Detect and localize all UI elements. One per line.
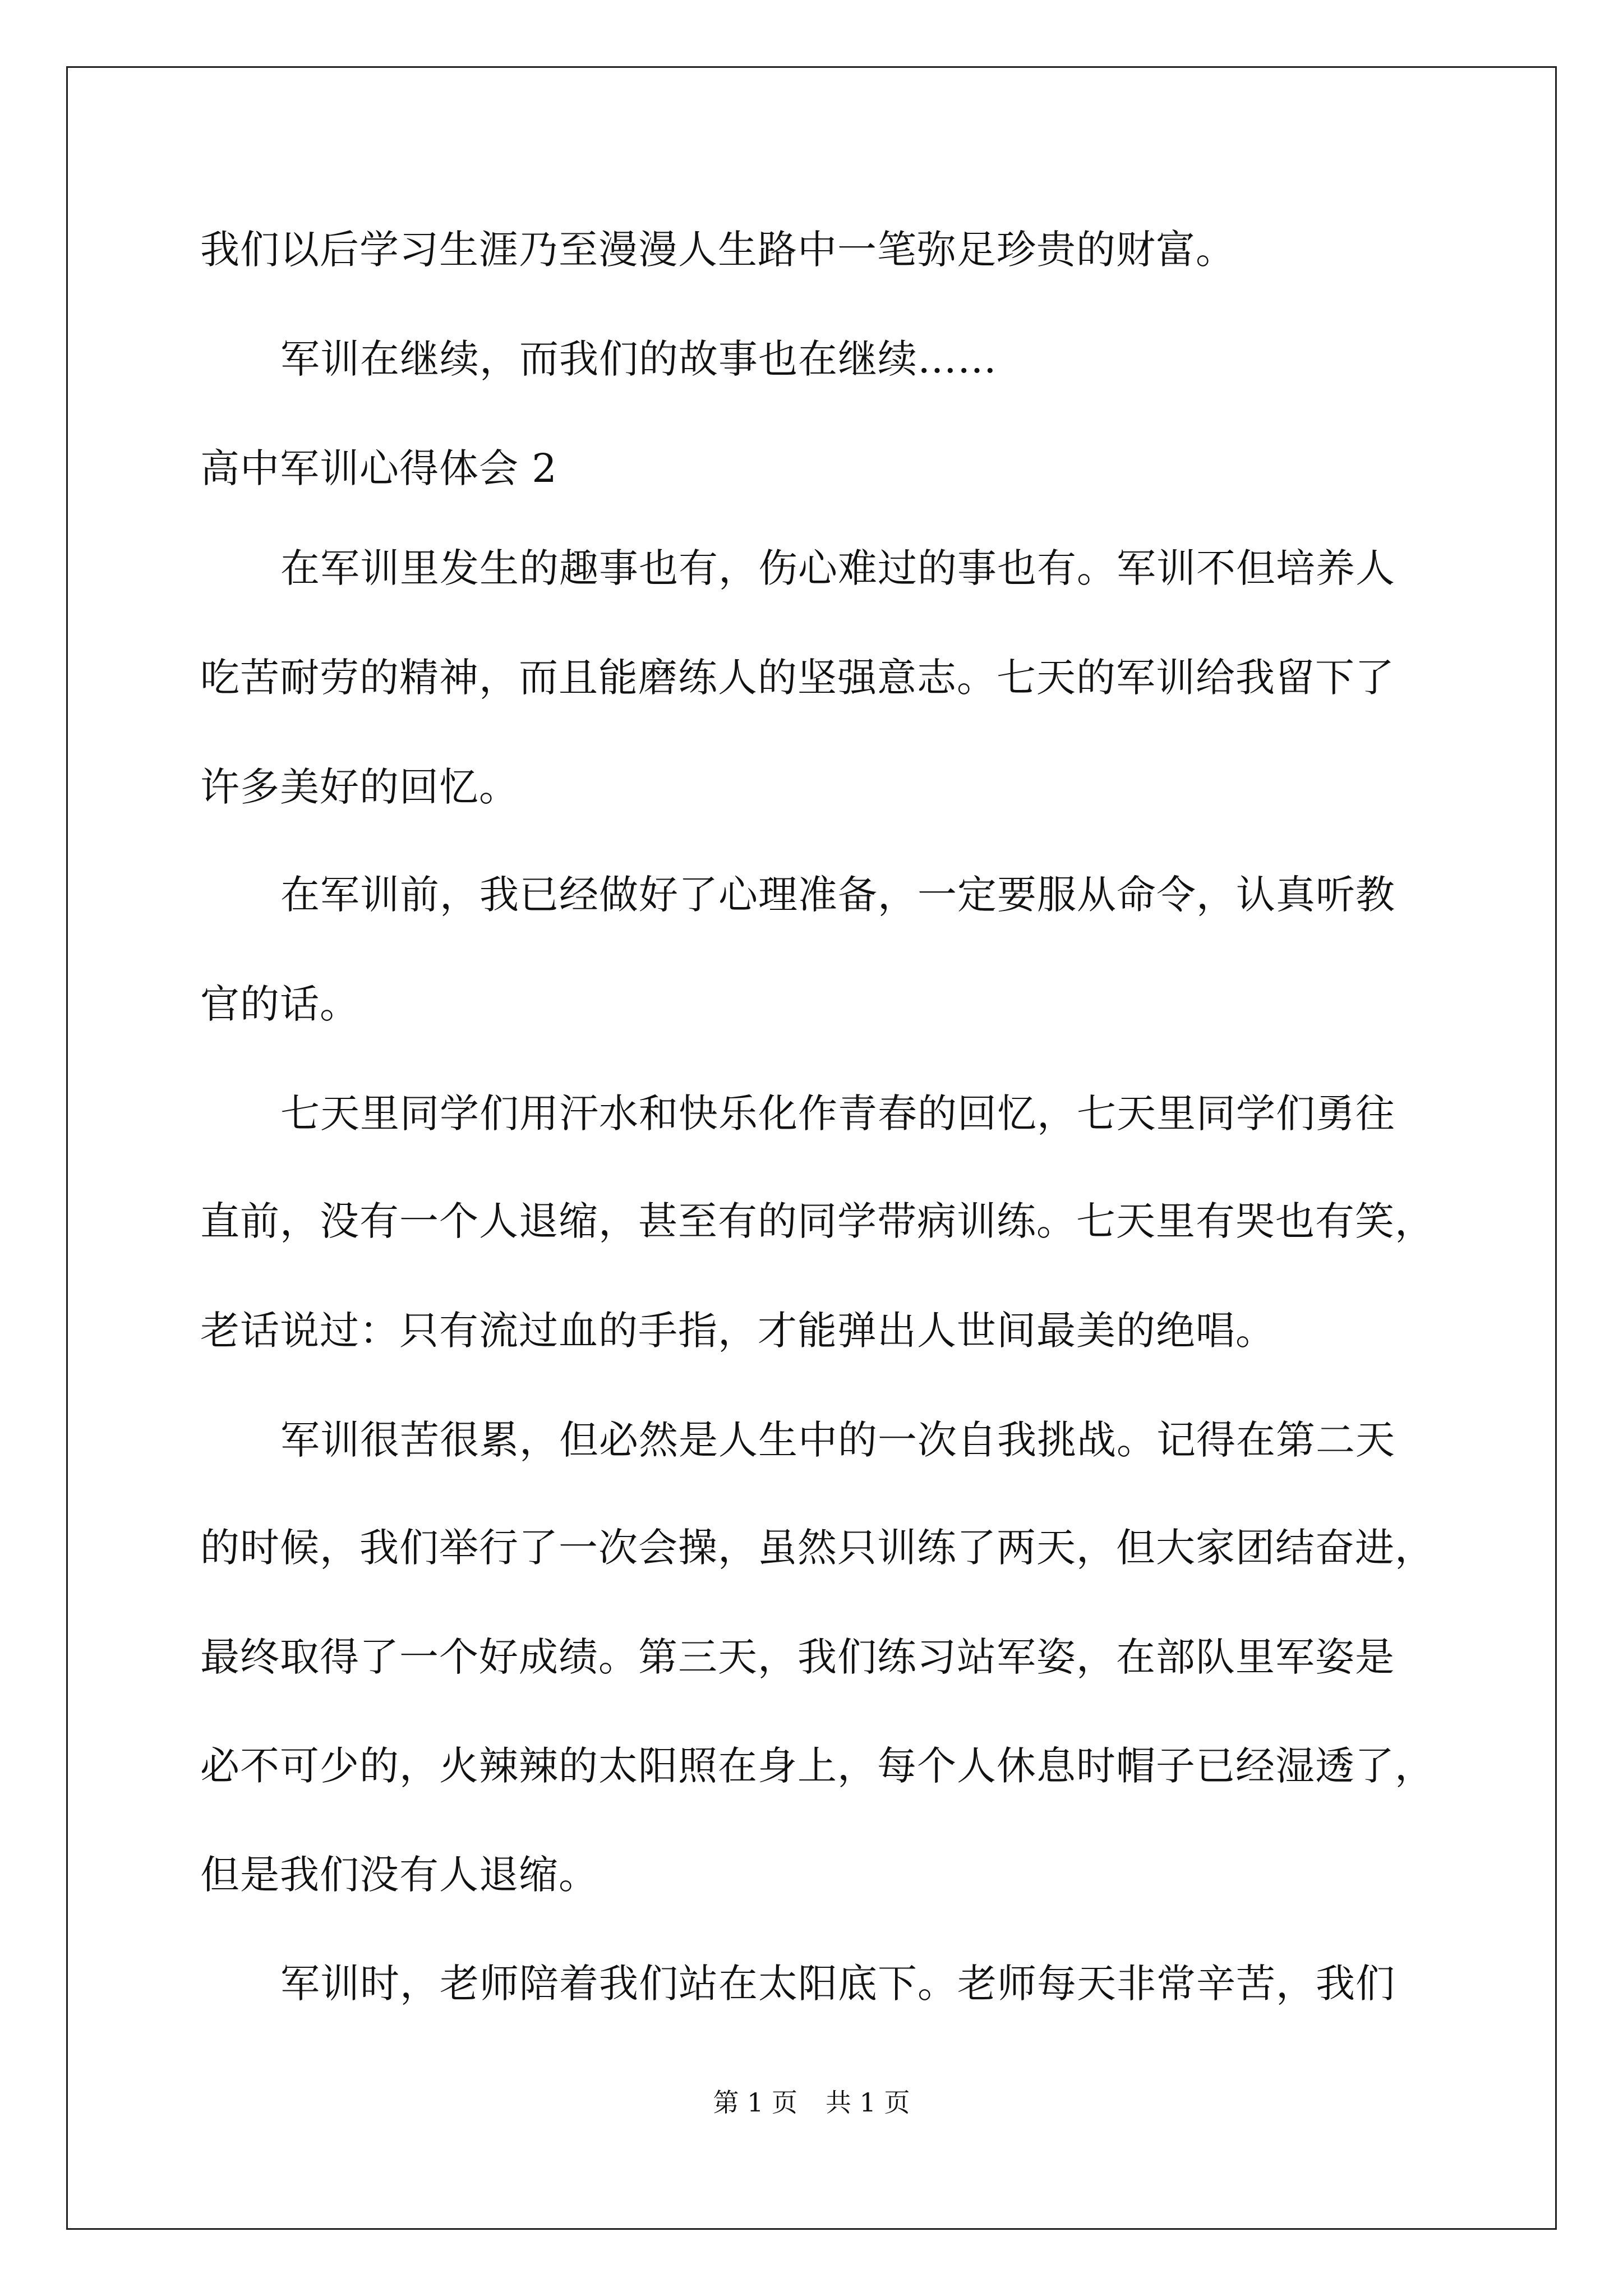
paragraph-line: 的时候，我们举行了一次会操，虽然只训练了两天，但大家团结奋进， [200,1525,1435,1571]
paragraph-line: 在军训前，我已经做好了心理准备，一定要服从命令，认真听教 [280,872,1395,918]
page-footer [0,2086,1623,2119]
paragraph-line: 老话说过：只有流过血的手指，才能弹出人世间最美的绝唱。 [200,1308,1275,1354]
section-heading: 高中军训心得体会 2 [200,445,557,491]
paragraph-line: 许多美好的回忆。 [200,764,519,810]
paragraph-line: 吃苦耐劳的精神，而且能磨练人的坚强意志。七天的军训给我留下了 [200,655,1395,701]
page-number-total: 共 1 页 [826,2087,910,2118]
paragraph-line: 直前，没有一个人退缩，甚至有的同学带病训练。七天里有哭也有笑， [200,1198,1435,1244]
paragraph-line: 军训时，老师陪着我们站在太阳底下。老师每天非常辛苦，我们 [280,1961,1395,2007]
paragraph-line: 我们以后学习生涯乃至漫漫人生路中一笔弥足珍贵的财富。 [200,227,1235,273]
paragraph-line: 最终取得了一个好成绩。第三天，我们练习站军姿，在部队里军姿是 [200,1634,1395,1680]
paragraph-line: 军训很苦很累，但必然是人生中的一次自我挑战。记得在第二天 [280,1417,1395,1463]
paragraph-line: 官的话。 [200,981,359,1027]
paragraph-line: 在军训里发生的趣事也有，伤心难过的事也有。军训不但培养人 [280,545,1395,591]
paragraph-line: 但是我们没有人退缩。 [200,1852,598,1898]
page-border [66,66,1557,2230]
page-number-current: 第 1 页 [713,2087,797,2118]
paragraph-line: 军训在继续，而我们的故事也在继续…… [280,336,997,382]
paragraph-line: 必不可少的，火辣辣的太阳照在身上，每个人休息时帽子已经湿透了， [200,1743,1435,1789]
paragraph-line: 七天里同学们用汗水和快乐化作青春的回忆，七天里同学们勇往 [280,1091,1395,1137]
